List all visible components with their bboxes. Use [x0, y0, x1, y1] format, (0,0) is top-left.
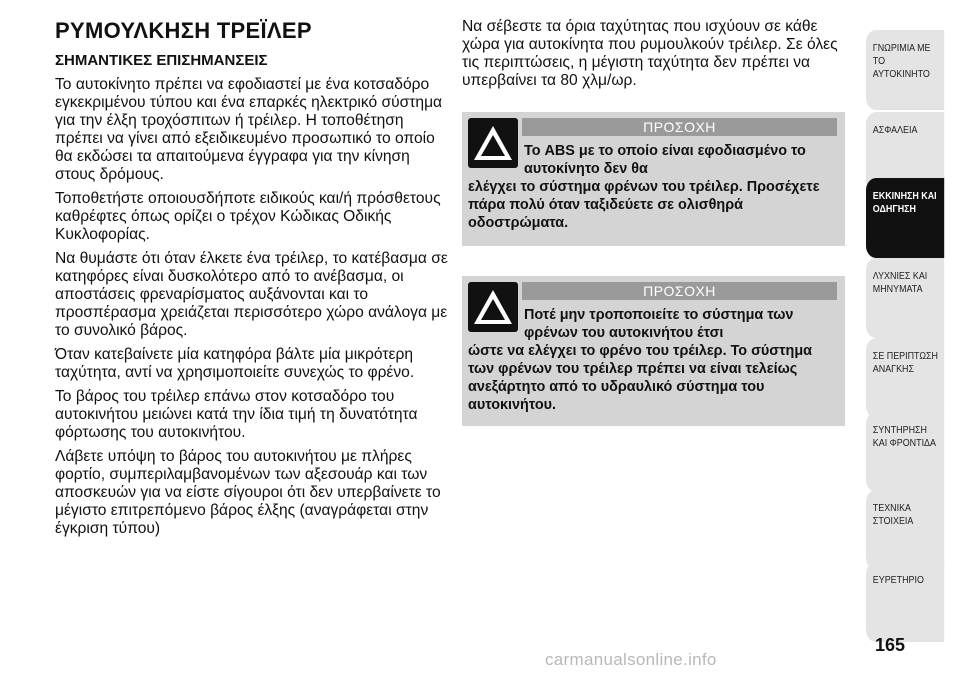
tab-maintenance-and-care[interactable] — [866, 412, 944, 492]
page-number: 165 — [875, 635, 906, 655]
paragraph: Να θυμάστε ότι όταν έλκετε ένα τρέιλερ, το κατέβασμα σε κατηφόρες είναι δυσκολότερο από το ανέβασμα, οι αποστάσεις φρεναρίσματος αυξάνονται και το προσπέρασμα χρειάζεται περισσότερο χώρο ανάλογα με το συνολικό βάρος. — [55, 250, 448, 339]
tab-getting-to-know-car[interactable] — [866, 30, 944, 110]
left-column — [55, 76, 450, 544]
tab-label: ΕΥΡΕΤΗΡΙΟ — [872, 574, 924, 586]
section-subtitle: ΣΗΜΑΝΤΙΚΕΣ ΕΠΙΣΗΜΑΝΣΕΙΣ — [55, 52, 268, 69]
page-title: ΡΥΜΟΥΛΚΗΣΗ ΤΡΕΪΛΕΡ — [55, 18, 312, 43]
warning-lead: Ποτέ μην τροποποιείτε το σύστημα των φρένων του αυτοκινήτου έτσι — [524, 307, 794, 341]
warning-heading: ΠΡΟΣΟΧΗ — [522, 282, 837, 300]
paragraph: Όταν κατεβαίνετε μία κατηφόρα βάλτε μία μικρότερη ταχύτητα, αντί να χρησιμοποιείτε συνεχώς το φρένο. — [55, 346, 415, 381]
speed-limit-paragraph: Να σέβεστε τα όρια ταχύτητας που ισχύουν σε κάθε χώρα για αυτοκίνητα που ρυμουλκούν τρέιλερ. Σε όλες τις περιπτώσεις, η μέγιστη ταχύτητα δεν πρέπει να υπερβαίνει τα 80 χλμ/ωρ. — [462, 18, 838, 89]
warning-lead: Το ABS με το οποίο είναι εφοδιασμένο το αυτοκίνητο δεν θα — [524, 143, 806, 177]
tab-label: ΛΥΧΝΙΕΣ ΚΑΙ ΜΗΝΥΜΑΤΑ — [872, 270, 928, 295]
warning-box-abs — [462, 112, 845, 246]
tab-label: ΕΚΚΙΝΗΣΗ ΚΑΙ ΟΔΗΓΗΣΗ — [872, 190, 937, 215]
warning-rest: ελέγχει το σύστημα φρένων του τρέιλερ. Προσέχετε πάρα πολύ όταν ταξιδεύετε σε ολισθηρά οδοστρώματα. — [468, 179, 820, 231]
tab-starting-and-driving[interactable] — [866, 178, 944, 258]
warning-box-brakes — [462, 276, 845, 426]
tab-label: ΤΕΧΝΙΚΑ ΣΤΟΙΧΕΙΑ — [872, 502, 914, 527]
tab-label: ΑΣΦΑΛΕΙΑ — [872, 124, 918, 136]
tab-label: ΓΝΩΡΙΜΙΑ ΜΕ ΤΟ ΑΥΤΟΚΙΝΗΤΟ — [872, 42, 931, 80]
warning-text — [468, 306, 837, 414]
warning-heading: ΠΡΟΣΟΧΗ — [522, 118, 837, 136]
warning-text — [468, 142, 837, 232]
tab-emergency[interactable] — [866, 338, 944, 418]
chapter-tabs — [860, 0, 960, 678]
tab-label: ΣΕ ΠΕΡΙΠΤΩΣΗ ΑΝΑΓΚΗΣ — [872, 350, 938, 375]
paragraph: Τοποθετήστε οποιουσδήποτε ειδικούς και/ή πρόσθετους καθρέφτες όπως ορίζει ο τρέχον Κώδικας Οδικής Κυκλοφορίας. — [55, 190, 441, 243]
paragraph: Το αυτοκίνητο πρέπει να εφοδιαστεί με ένα κοτσαδόρο εγκεκριμένου τύπου και ένα επαρκές ηλεκτρικό σύστημα για την έλξη τροχόσπιτων ή τρέιλερ. Η τοποθέτηση πρέπει να γίνει από εξειδικευμένο προσωπικό το οποίο θα εκδώσει τα απαιτούμενα έγγραφα για την κίνηση στους δρόμους. — [55, 76, 443, 183]
warning-rest: ώστε να ελέγχει το φρένο του τρέιλερ. Το σύστημα των φρένων του τρέιλερ πρέπει να είναι τελείως ανεξάρτητο από το υδραυλικό σύστημα του αυτοκινήτου. — [468, 343, 813, 413]
tab-technical-data[interactable] — [866, 490, 944, 570]
tab-index[interactable] — [866, 562, 944, 642]
paragraph: Λάβετε υπόψη το βάρος του αυτοκινήτου με πλήρες φορτίο, συμπεριλαμβανομένων των αξεσουάρ και των αποσκευών για να είστε σίγουροι ότι δεν υπερβαίνετε το μέγιστο επιτρεπόμενο βάρος έλξης (αναγράφεται στην έγκριση τύπου) — [55, 448, 441, 537]
tab-label: ΣΥΝΤΗΡΗΣΗ ΚΑΙ ΦΡΟΝΤΙΔΑ — [872, 424, 936, 449]
tab-lights-and-messages[interactable] — [866, 258, 944, 338]
watermark: carmanualsonline.info — [545, 650, 717, 669]
paragraph: Το βάρος του τρέιλερ επάνω στον κοτσαδόρο του αυτοκινήτου μειώνει κατά την ίδια τιμή τη δυνατότητα φόρτωσης του αυτοκινήτου. — [55, 388, 418, 441]
